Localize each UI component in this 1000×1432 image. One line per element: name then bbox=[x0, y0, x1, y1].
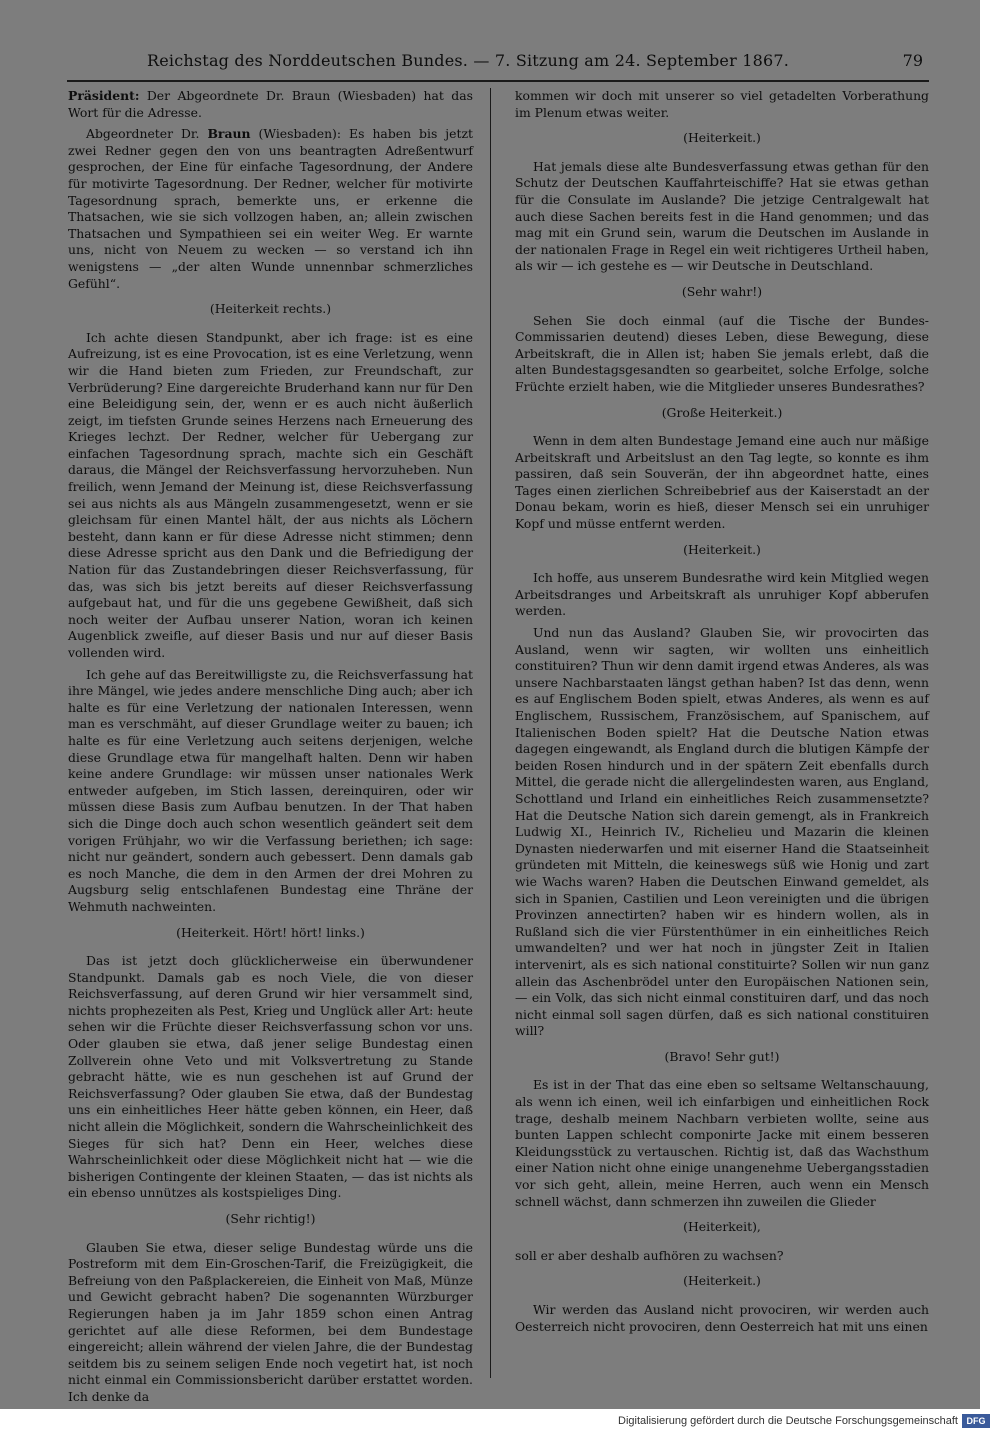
reaction: (Sehr richtig!) bbox=[225, 1211, 316, 1226]
funding-credit: Digitalisierung gefördert durch die Deutsche Forschungsgemeinschaft bbox=[618, 1415, 958, 1427]
paragraph: Ich gehe auf das Bereitwilligste zu, die Reichsverfassung hat ihre Mängel, wie jedes andere menschliche Ding auch; aber ich halte es für eine Verletzung der nationalen Interessen, wenn man es verschmäht, auf dieser Grundlage weiter zu bauen; ich halte es für eine Verletzung auch seitens derjenigen, welche diese Grundlage etwa für mangelhaft halten. Denn wir haben keine andere Grundlage: wir müssen unser nationales Werk entweder aufgeben, im Stich lassen, dereinquiren, oder wir müssen diese Basis zum Aufbau benutzen. In der That haben sich die Dinge doch auch schon wesentlich geändert seit dem vorigen Frühjahr, wo wir die Verfassung beriethen; ich sage: nicht nur geändert, sondern auch gebessert. Denn damals gab es noch Manche, die dem in den Armen der drei Mohren zu Augsburg selig entschlafenen Bundestag eine Thräne der Wehmuth nachweinten. bbox=[68, 666, 473, 914]
paragraph bbox=[68, 88, 473, 121]
page-number: 79 bbox=[902, 51, 923, 70]
header-rule bbox=[67, 80, 929, 82]
paragraph: Hat jemals diese alte Bundesverfassung etwas gethan für den Schutz der Deutschen Kauffahrteischiffe? Hat sie etwas gethan für die Consulate im Auslande? Die jetzige Centralgewalt hat auch diese Sachen bereits fest in die Hand genommen; und das mag mit ein Grund sein, warum die Deutschen im Auslande in der nationalen Frage in Regel ein weit richtigeres Urtheil haben, als wir — ich gestehe es — wir Deutsche in Deutschland. bbox=[515, 158, 929, 274]
reaction: (Sehr wahr!) bbox=[681, 283, 763, 299]
reaction: (Bravo! Sehr gut!) bbox=[664, 1048, 780, 1064]
left-column bbox=[68, 88, 473, 1411]
paragraph-text: Abgeordneter Dr. bbox=[86, 126, 200, 142]
paragraph-text: Der Abgeordnete Dr. Braun (Wiesbaden) hat das Wort für die Adresse. bbox=[68, 88, 473, 120]
paragraph: Ich achte diesen Standpunkt, aber ich frage: ist es eine Aufreizung, ist es eine Provocation, ist es eine Verletzung, wenn wir die Hand bieten zum Frieden, zur Freundschaft, zur Verbrüderung? Eine dargereichte Bruderhand kann nur für Den eine Beleidigung sein, der, wenn er es auch nicht äußerlich zeigt, im tiefsten Grunde seines Herzens nach Erneuerung des Krieges lechzt. Der Redner, welcher für Uebergang zur einfachen Tagesordnung sprach, machte sich ein Geschäft daraus, die Mängel der Reichsverfassung hervorzuheben. Nun freilich, wenn Jemand der Meinung ist, diese Reichsverfassung sei aus nichts als aus Mängeln zusammengesetzt, wenn er sie gleichsam für einen Mantel hält, der aus nichts als Löchern besteht, dann kann er für diese Adresse nicht stimmen; denn diese Adresse spricht aus den Dank und die Befriedigung der Nation für das Zustandebringen dieser Reichsverfassung, für das, was sich bis jetzt bereits auf dieser Reichsverfassung aufgebaut hat, und für die uns gegebene Gewißheit, daß sich noch weiter der Aufbau unserer Nation, woran ich keinen Augenblick zweifle, auf dieser Basis und nur auf dieser Basis vollenden wird. bbox=[68, 329, 473, 660]
paragraph: Das ist jetzt doch glücklicherweise ein überwundener Standpunkt. Damals gab es noch Viele, die von dieser Reichsverfassung, auf deren Grund wir hier versammelt sind, nichts prophezeiten als Pest, Krieg und Unglück aller Art: heute sehen wir die Früchte dieser Reichsverfassung schon vor uns. Oder glauben sie etwa, daß jener selige Bundestag einen Zollverein ohne Veto und mit Volksvertretung zu Stande gebracht hätte, wie es nun geschehen ist auf Grund der Reichsverfassung? Oder glauben Sie etwa, daß der Bundestag uns ein einheitliches Heer hätte geben können, ein Heer, daß nicht allein die Möglichkeit, sondern die Wahrscheinlichkeit des Sieges für sich hat? Denn ein Heer, welches diese Wahrscheinlichkeit oder diese Möglichkeit nicht hat — wie die bisherigen Contingente der kleinen Staaten, — das ist nichts als ein ebenso unnützes als kostspieliges Ding. bbox=[68, 953, 473, 1201]
right-column bbox=[515, 88, 929, 1340]
speaker-name: Braun bbox=[207, 126, 251, 142]
paragraph: Glauben Sie etwa, dieser selige Bundestag würde uns die Postreform mit dem Ein-Groschen-Tarif, die Freizügigkeit, die Befreiung von den Paßplackereien, die Einheit von Maß, Münze und Gewicht gebracht haben? Die sogenannten Würzburger Regierungen haben ja im Jahr 1859 schon einen Antrag gerichtet auf alle diese Reformen, bei dem Bundestage eingereicht; allein während der vielen Jahre, die der Bundestag seitdem bis zu seinem seligen Ende noch vegetirt hat, ist noch nicht einmal ein Commissionsbericht darüber erstattet worden. Ich denke da bbox=[68, 1239, 473, 1404]
dfg-logo-icon: DFG bbox=[962, 1414, 990, 1428]
paragraph bbox=[68, 126, 473, 292]
paragraph: Es ist in der That das eine eben so seltsame Weltanschauung, als wenn ich einen, weil ich einfarbigen und einheitlichen Rock trage, deshalb meinem Nachbarn verbieten wollte, seine aus bunten Lappen schlecht componirte Jacke mit einem besseren Kleidungsstück zu vertauschen. Richtig ist, daß das Wachsthum einer Nation nicht ohne einige unangenehme Uebergangsstadien vor sich geht, allein, meine Herren, auch wenn ein Mensch schnell wächst, dann schmerzen ihn zuweilen die Glieder bbox=[515, 1077, 929, 1209]
column-divider bbox=[490, 88, 491, 1378]
paragraph: Und nun das Ausland? Glauben Sie, wir provocirten das Ausland, wenn wir sagten, wir wollten uns einheitlich constituiren? Thun wir denn damit irgend etwas Anderes, als was unsere Nachbarstaaten längst gethan haben? Ist das denn, wenn es auf Englischem Boden spielt, etwas Anderes, als wenn es auf Englischem, Russischem, Französischem, auf Spanischem, auf Italienischen Boden spielt? Hat die Deutsche Nation etwas dagegen eingewandt, als England durch die blutigen Kämpfe der beiden Rosen hindurch und in der spätern Zeit ebenfalls durch Mittel, die gerade nicht die allergelindesten waren, aus England, Schottland und Irland ein einheitliches Reich zusammensetzte? Hat die Deutsche Nation sich darein gemengt, als in Frankreich Ludwig XI., Heinrich IV., Richelieu und Mazarin die kleinen Dynasten niederwarfen und mit eiserner Hand die Staatseinheit gründeten mit Mitteln, die keineswegs süß wie Honig und zart wie Wachs waren? Haben die Deutschen Einwand gemeldet, als sich in Spanien, Castilien und Leon vereinigten und die übrigen Provinzen annectirten? haben wir es hindern wollen, als in Rußland sich die vier Fürstenthümer in ein einheitliches Reich umwandelten? und wer hat noch in jüngster Zeit in Italien intervenirt, als es sich national constituirte? Sollen wir nun ganz allein das Aschenbrödel unter den Europäischen Nationen sein, — ein Volk, das sich nicht einmal constituiren darf, und das noch nicht einmal soll sagen dürfen, daß es sich national constituiren will? bbox=[515, 625, 929, 1039]
paragraph: Sehen Sie doch einmal (auf die Tische der Bundes-Commissarien deutend) dieses Leben, diese Bewegung, diese Arbeitskraft, die in Allen ist; haben Sie jemals erlebt, daß die alten Bundestagsgesandten so gearbeitet, solche Erfolge, solche Früchte erzielt haben, wie die Mitglieder unseres Bundesrathes? bbox=[515, 312, 929, 394]
speaker-name: Präsident: bbox=[68, 88, 140, 103]
paragraph-text: (Wiesbaden): Es haben bis jetzt zwei Redner gegen den von uns beantragten Adreßentwurf gesprochen, der Eine für einfache Tagesordnung, der Andere für motivirte Tagesordnung. Der Redner, welcher für motivirte Tagesordnung sprach, bemerkte uns, er erkenne die Thatsachen, wie sie sich vollzogen haben, an; allein zwischen Thatsachen und Sympathieen sei ein weiter Weg. Er warnte uns, nicht von Neuem zu wecken — so verstand ich ihn wenigstens — „der alten Wunde unnennbar schmerzliches Gefühl“. bbox=[68, 126, 473, 291]
reaction: (Heiterkeit.) bbox=[683, 541, 761, 557]
digitization-footer bbox=[0, 1411, 1000, 1432]
paragraph: soll er aber deshalb aufhören zu wachsen? bbox=[515, 1247, 784, 1263]
reaction: (Heiterkeit.) bbox=[683, 1273, 761, 1289]
reaction: (Heiterkeit), bbox=[683, 1219, 761, 1235]
paragraph: Wir werden das Ausland nicht provociren, wir werden auch Oesterreich nicht provociren, denn Oesterreich hat mit uns einen bbox=[515, 1302, 929, 1334]
reaction: (Heiterkeit rechts.) bbox=[209, 301, 332, 317]
running-title: Reichstag des Norddeutschen Bundes. — 7. Sitzung am 24. September 1867. bbox=[147, 51, 790, 70]
paragraph: kommen wir doch mit unserer so viel getadelten Vorberathung im Plenum etwas weiter. bbox=[515, 88, 929, 120]
reaction: (Heiterkeit. Hört! hört! links.) bbox=[176, 924, 365, 940]
page-header bbox=[67, 46, 929, 76]
reaction: (Heiterkeit.) bbox=[683, 130, 761, 146]
reaction: (Große Heiterkeit.) bbox=[661, 404, 783, 420]
paragraph: Wenn in dem alten Bundestage Jemand eine auch nur mäßige Arbeitskraft und Arbeitslust an den Tag legte, so konnte es ihm passiren, daß sein Souverän, der ihn abgeordnet hatte, eines Tages einen zierlichen Schreibebrief aus der Kaiserstadt an der Donau bekam, worin es hieß, dieser Mensch sei ein unruhiger Kopf und müsse entfernt werden. bbox=[515, 433, 929, 532]
paragraph: Ich hoffe, aus unserem Bundesrathe wird kein Mitglied wegen Arbeitsdranges und Arbeitskraft als unruhiger Kopf abberufen werden. bbox=[515, 570, 929, 619]
